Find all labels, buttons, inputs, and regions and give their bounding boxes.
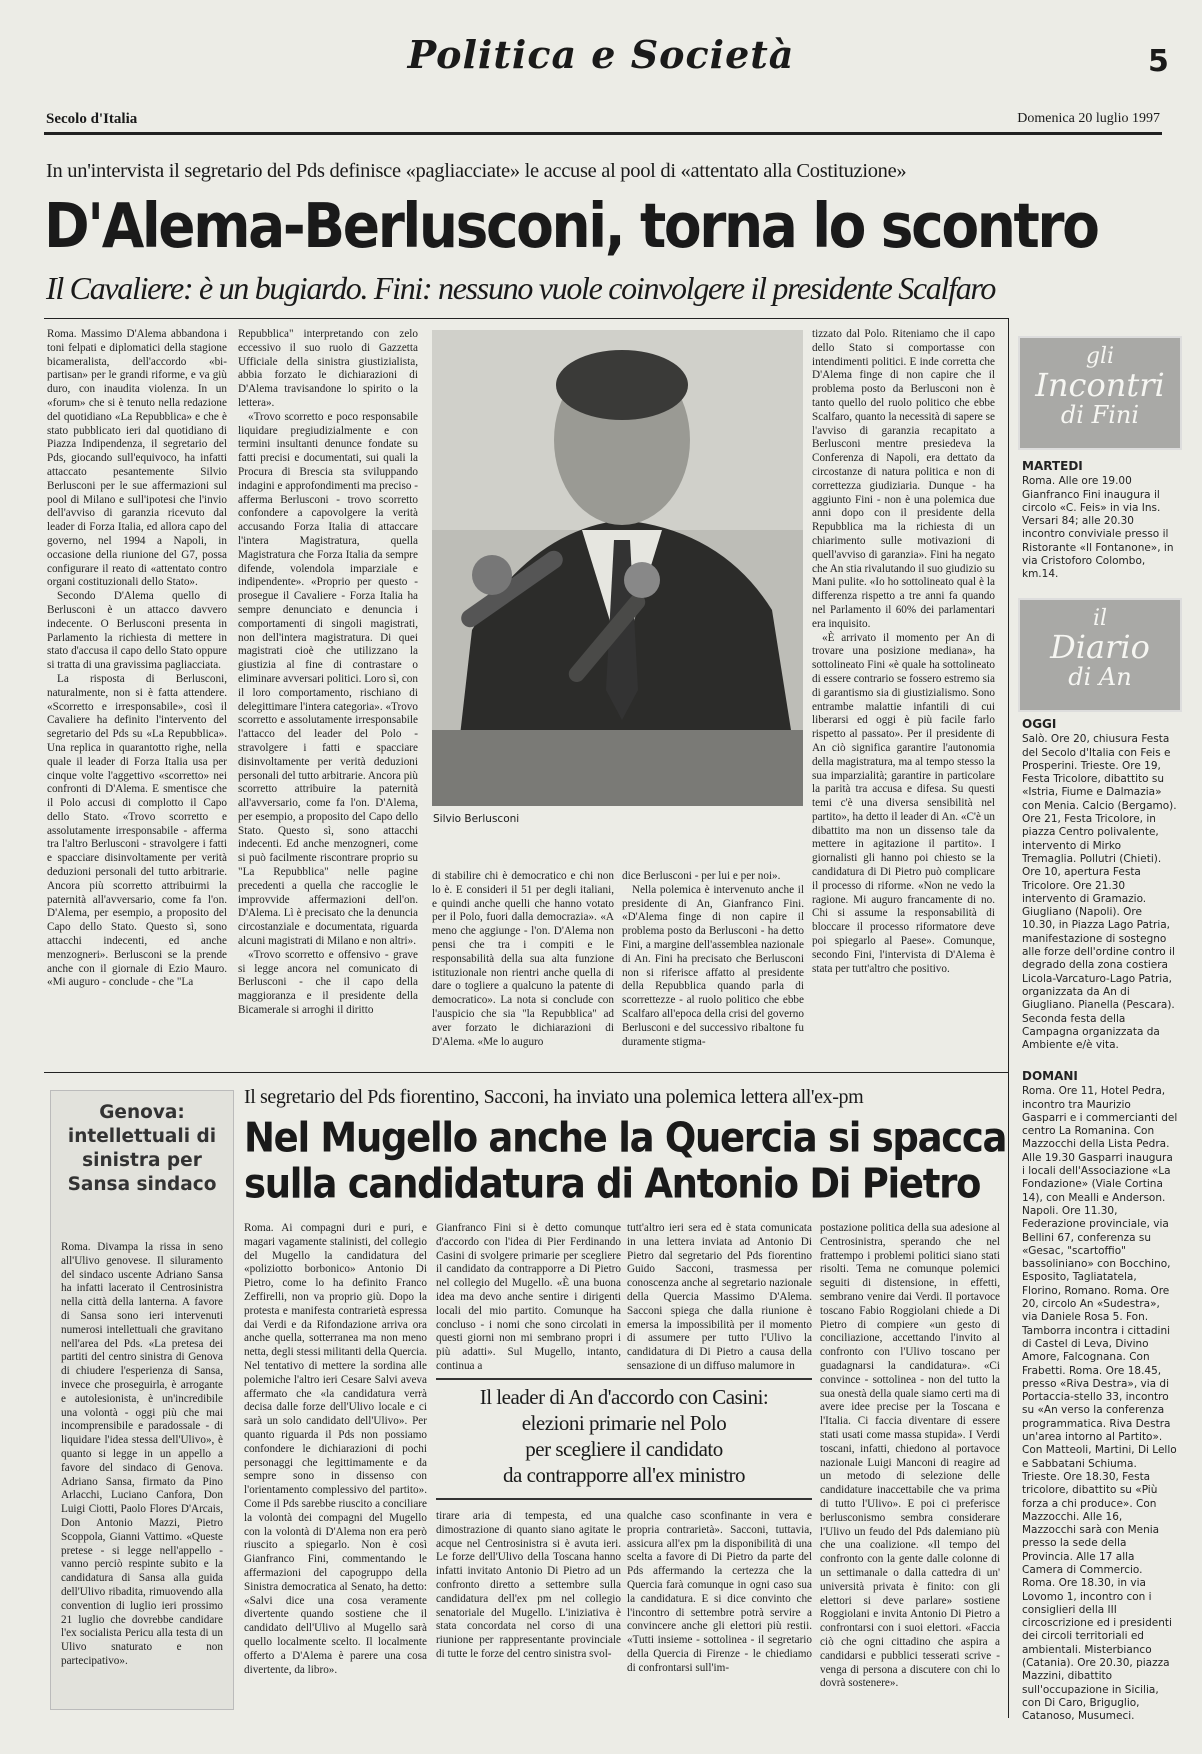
article-text: Roma. Ai compagni duri e puri, e magari vagamente stalinisti, del collegio del Mugello la candidatura del «poliziotto borbonico» Antonio Di Pietro, come lo ha definito Franco Zeffirelli, non va proprio giù. Dopo la protesta e manifesta contrarietà espressa dai Verdi e da Rifondazione arriva ora anche quella, sotterranea ma non meno netta, degli stessi militanti della Quercia. Nel tentativo di mettere la sordina alle polemiche l'altro ieri Cesare Salvi aveva affermato che «la candidatura verrà decisa dalle forze dell'Ulivo locale e ci sarà un solo candidato dell'Ulivo». Per quanto riguarda il Pds non possiamo confondere le dichiarazioni di pochi personaggi che legittimamente e da sempre sono in dissenso con l'orientamento complessivo del partito». Come il Pds sarebbe riuscito a conciliare la volontà dei compagni del Mugello con la volontà di D'Alema non era però riuscito a spiegarlo. Non è così Gianfranco Fini, commentando le affermazioni del capogruppo della Sinistra democratica al Senato, ha detto: «Salvi dice una cosa veramente divertente quando sostiene che il candidato dell'Ulivo al Mugello sarà quello localmente scelto. Il localmente offerto a D'Alema è parere una cosa divertente, da libro». [244, 1222, 427, 1676]
mugello-column-3 [627, 1222, 812, 1372]
page-number: 5 [1148, 44, 1169, 79]
article-text: postazione politica della sua adesione al Centrosinistra, sperando che nel frattempo i problemi politici siano stati risolti. Tema ne comunque polemici seguiti di distensione, in effetti, sembrano venire dai Verdi. Il portavoce toscano Fabio Roggiolani chiede a Di Pietro di compiere «un gesto di conciliazione, accettando l'invito al confronto con l'Ulivo toscano per guadagnarsi la candidatura». «Ci convince - sottolinea - non del tutto la sua onestà della quale siamo certi ma di avere idee precise per la Toscana e l'Italia. Ci faccia diventare di essere stati usati come massa stupida». I Verdi toscani, infatti, chiedono al portavoce nazionale Luigi Manconi di reagire ad un metodo di selezione delle candidature inaccettabile che va prima di tutto l'Ulivo». E poi ci preferisce berlusconismo sembra considerare l'Ulivo un feudo del Pds dalemiano più che una coalizione. «Il tempo del confronto con la gente dalle colonne di un settimanale o dalla cattedra di un' università privata è finito: con gli elettori si deve parlare» sostiene Roggiolani e invita Antonio Di Pietro a confrontarsi con i suoi elettori. «Faccia ciò che ogni cittadino che aspira a candidarsi e pubblici tesserati scrive - venga di persona a discutere con chi lo dovrà sostenere». [820, 1222, 1000, 1690]
article-text: «È arrivato il momento per An di trovare una posizione mediana», ha sottolineato Fini «è quale ha sottolineato di essere contrario se fossero estremo sia di garantismo sia di giustizialismo. Sono entrambe malattie infantili di cui liberarsi ed oggi è più facile farlo rispetto al passato». Per il presidente di An ciò significa garantire l'autonomia della magistratura, ma al tempo stesso la sua imparzialità; garantire in particolare la parità tra accusa e difesa. Su questi temi c'è una diversa sensibilità nel partito», ha detto il leader di An. «C'è un dibattito ma non un dissenso tale da mettere in agitazione il partito». I giornalisti gli hanno poi chiesto se la candidatura di Di Pietro può complicare il processo di riforme. «Non ne vedo la ragione. Mi auguro francamente di no. Chi si assume la responsabilità di bloccare il processo riformatore deve poi spiegarlo al Paese». Comunque, secondo Fini, l'intervista di D'Alema è stata per tutt'altro che positivo. [812, 631, 995, 975]
genova-box [50, 1090, 234, 1710]
lead-headline: D'Alema-Berlusconi, torna lo scontro [44, 190, 1098, 262]
sidebar-martedi [1022, 460, 1178, 600]
martedi-heading: MARTEDI [1022, 459, 1083, 473]
mugello-headline-line-2: sulla candidatura di Antonio Di Pietro [244, 1160, 981, 1208]
article-text: La risposta di Berlusconi, naturalmente, non si è fatta attendere. «Scorretto e irresponsabile», così il Cavaliere ha definito l'intervento del segretario del Pds su «La Repubblica». Una replica in quarantotto righe, nella quale il leader di Forza Italia usa per cinque volte l'aggettivo «scorretto» nei confronti di D'Alema. E smentisce che il Polo accusi di complotto il Capo dello Stato. «Trovo scorretto e assolutamente irresponsabile - afferma tra l'altro Berlusconi - stravolgere i fatti e spacciare disinvoltamente per verità deduzioni personali del tutto arbitrarie. Ancora più scorretto attribuirmi la paternità all'avversario, come fa l'on. D'Alema, per esempio, a proposito del Capo dello Stato. Questo sì, sono attacchi indecenti, ed anche menzogneri». Berlusconi se la prende anche con il giornale di Ezio Mauro. «Mi auguro - conclude - che "La [47, 672, 227, 989]
lead-column-3 [432, 870, 614, 1066]
paper-name: Secolo d'Italia [46, 111, 138, 127]
masthead-rule [44, 132, 1162, 135]
mugello-headline-line-1: Nel Mugello anche la Quercia si spacca [244, 1114, 1007, 1162]
article-text: «Trovo scorretto e poco responsabile liquidare pregiudizialmente e con termini insultanti denunce fondate su fatti precisi e documentati, sui quali la Procura di Brescia sta sviluppando indagini e approfondimenti ma preciso - afferma Berlusconi - trovo scorretto confondere a capovolgere la verità accusando Forza Italia di attaccare l'intera Magistratura, quella Magistratura che Forza Italia da sempre difende, volendola imparziale e indipendente». «Proprio per questo - prosegue il Cavaliere - Forza Italia ha sempre denunciato e denuncia i comportamenti di singoli magistrati, non dell'intera magistratura. Di quei magistrati cioè che utilizzano la giustizia al fine di contrastare o eliminare avversari politici. Loro sì, con il loro comportamento, rischiano di delegittimare l'intera categoria». «Trovo scorretto e assolutamente irresponsabile l'attacco del leader del Polo - stravolgere i fatti e spacciare disinvoltamente per verità deduzioni personali del tutto arbitrarie. Ancora più scorretto attribuire la paternità all'avversario, come fa l'on. D'Alema, per esempio, a proposito del Capo dello Stato. Questo sì, sono attacchi indecenti. Ed anche menzogneri, come si può facilmente riscontrare proprio su "La Repubblica" nelle pagine precedenti a quella che raccoglie le improvvide affermazioni dell'on. D'Alema. Lì è precisato che la denuncia circostanziale e documentata, riguarda alcuni magistrati di Milano e non altri». [238, 410, 418, 948]
section-title [0, 32, 1202, 77]
genova-text [61, 1241, 223, 1701]
article-text: tirare aria di tempesta, ed una dimostrazione di quanto siano agitate le acque nel Centrosinistra si è avuta ieri. Le forze dell'Ulivo della Toscana hanno infatti invitato Antonio Di Pietro ad un confronto diretto a settembre sulla candidatura dell'ex pm nel collegio senatoriale del Mugello. L'iniziativa è stata concordata nel corso di una riunione per rappresentante provinciale di tutte le forze del centro sinistra svol- [436, 1510, 621, 1660]
lower-section-rule [44, 1072, 1008, 1073]
incontri-di-fini-box [1018, 336, 1182, 450]
casini-box-line-2: elezioni primarie nel Polo [521, 1411, 727, 1435]
article-text: dice Berlusconi - per lui e per noi». [622, 870, 781, 882]
section-title-text: Politica e Società [407, 32, 795, 77]
box-line-medium: di An [1068, 663, 1132, 691]
article-text: tizzato dal Polo. Riteniamo che il capo dello Stato si comportasse con intendimenti politici. E inde corretta che D'Alema finge di non capire che il problema posto da Berlusconi non è tanto quello del ruolo politico che ebbe Scalfaro, quanto la necessità di sapere se l'avviso di garanzia recapitato a Berlusconi mentre presiedeva la Conferenza di Napoli, era dettato da circostanze di natura politica e non di correttezza giudiziaria. Dunque - ha aggiunto Fini - non è una polemica due anni dopo con il presidente della Repubblica ma la richiesta di un chiarimento sulle motivazioni di quell'avviso di garanzia». Fini ha negato che An stia rivalutando il suo giudizio su Mani pulite. «Io ho sottolineato qual è la differenza rispetto a tre anni fa quando nel Parlamento il 60% dei parlamentari era inquisito. [812, 328, 996, 630]
mugello-column-1 [244, 1222, 427, 1708]
casini-box-line-1: Il leader di An d'accordo con Casini: [479, 1385, 769, 1409]
lead-column-1 [47, 328, 227, 1066]
lead-column-2 [238, 328, 418, 1066]
article-text: Nella polemica è intervenuto anche il presidente di An, Gianfranco Fini. «D'Alema finge di non capire il problema posto da Berlusconi - ha detto Fini, a margine dell'assemblea nazionale di An. Fini ha precisato che Berlusconi non si riferisce affatto al presidente della Repubblica quando parla di scorrettezze - al ruolo politico che ebbe Scalfaro all'epoca della crisi del governo Berlusconi e del successivo ribaltone fu duramente stigma- [622, 883, 804, 1048]
lead-subhead: Il Cavaliere: è un bugiardo. Fini: nessuno vuole coinvolgere il presidente Scalfaro [46, 270, 996, 306]
oggi-heading: OGGI [1022, 717, 1057, 731]
box-line-small: il [1092, 606, 1108, 631]
article-text: qualche caso sconfinante in vera e propria contrarietà». Sacconi, tuttavia, assicura all'ex pm la disponibilità di una scelta a favore di Di Pietro da parte del Pds affermando la certezza che la Quercia farà comunque in ogni caso sua la candidatura. E si dice convinto che l'incontro di settembre potrà servire a convincere anche gli elettori più restii. «Tutti insieme - sottolinea - il segretario della Quercia di Firenze - le chiediamo di confrontarsi sull'im- [627, 1510, 812, 1674]
article-text: tutt'altro ieri sera ed è stata comunicata in una lettera inviata ad Antonio Di Pietro dal segretario del Pds fiorentino Guido Sacconi, trasmessa per conoscenza anche al segretario nazionale della Quercia Massimo D'Alema. Sacconi spiega che dalla riunione è emersa la impossibilità per il momento di assumere per tutto l'Ulivo la candidatura di Di Pietro a causa della sensazione di un diffuso malumore in [627, 1222, 812, 1372]
berlusconi-photo [432, 330, 803, 806]
martedi-text: Roma. Alle ore 19.00 Gianfranco Fini inaugura il circolo «C. Feis» in via Ins. Versari 84; alle 20.30 incontro conviviale presso il Ristorante «Il Fontanone», in via Cristoforo Colombo, km.14. [1022, 475, 1174, 581]
article-text: di stabilire chi è democratico e chi non lo è. E consideri il 51 per degli italiani, e quindi anche quelli che hanno votato per il Polo, fuori dalla democrazia». «A meno che aggiunge - l'on. D'Alema non pensi che tra i compiti e le responsabilità della sua alta funzione istituzionale non rientri anche quella di dare o togliere a qualcuno la patente di democratico». La nota si conclude con l'auspicio che sia "la Repubblica" ad aver forzato le dichiarazioni di D'Alema. «Me lo auguro [432, 870, 614, 1048]
box-line-medium: di Fini [1060, 401, 1140, 429]
portrait-illustration [432, 330, 803, 806]
mugello-column-4 [820, 1222, 1000, 1708]
box-line-large: Incontri [1035, 366, 1165, 404]
photo-caption: Silvio Berlusconi [433, 813, 520, 825]
lead-column-5 [812, 328, 995, 1066]
mugello-column-2 [436, 1222, 621, 1372]
article-text: Roma. Divampa la rissa in seno all'Ulivo genovese. Il siluramento del sindaco uscente Adriano Sansa ha infatti lacerato il Centrosinistra nella città della lanterna. A favore di Sansa sono ieri intervenuti numerosi intellettuali che gravitano nell'area del Pds. «La pretesa dei partiti del centro sinistra di Genova di chiudere l'esperienza di Sansa, invece che proseguirla, è arrogante e autolesionista, è un'incredibile una volontà - oggi più che mai incomprensibile e paradossale - di liquidare l'idea stessa dell'Ulivo», è quanto si legge in un appello a favore del sindaco di Genova. Adriano Sansa, firmato da Pino Arlacchi, Luciano Canfora, Don Luigi Ciotti, Paolo Flores D'Arcais, Don Antonio Mazzi, Pietro Scoppola, Gianni Vattimo. «Queste pretese - si legge nell'appello - vanno perciò respinte subito e la candidatura di Sansa alla guida dell'Ulivo ribadita, rimuovendo alla convention di luglio ieri prossimo 21 luglio che dovrebbe candidare l'ex socialista Pericu alla testa di un Ulivo snaturato e non partecipativo». [61, 1241, 223, 1667]
diario-di-an-box [1018, 598, 1182, 712]
sidebar-oggi [1022, 717, 1178, 1052]
lead-column-4 [622, 870, 804, 1066]
casini-box-line-4: da contrapporre all'ex ministro [503, 1463, 745, 1487]
casini-box [436, 1378, 812, 1500]
mugello-kicker: Il segretario del Pds fiorentino, Sacconi, ha inviato una polemica lettera all'ex-pm [244, 1086, 864, 1108]
lead-rule [44, 318, 1008, 319]
casini-box-line-3: per scegliere il candidato [525, 1437, 723, 1461]
article-text: Roma. Massimo D'Alema abbandona i toni felpati e diplomatici della stagione bicameralista, dell'accordo «bi-partisan» per le grandi riforme, e va giù duro, con inaudita violenza. In un «forum» che si è tenuto nella redazione del quotidiano «La Repubblica» e che è stato pubblicato ieri dal quotidiano di Piazza Indipendenza, il segretario del Pds, giocando sull'equivoco, ha infatti attaccato pesantemente Silvio Berlusconi per le sue affermazioni sul pool di Milano e sull'ipotesi che l'invio dell'avviso di garanzia ricevuto dal leader di Forza Italia, ed allora capo del governo, nel 1994 a Napoli, in occasione della riunione del G7, possa configurare il reato di «attentato contro organi costituzionali dello Stato». [47, 328, 227, 589]
sidebar-divider [1008, 318, 1009, 1718]
sidebar-domani [1022, 1069, 1178, 1723]
box-line-small: gli [1085, 344, 1115, 369]
mugello-column-3b [627, 1510, 812, 1708]
article-text: Secondo D'Alema quello di Berlusconi è un attacco davvero indecente. O Berlusconi presenta in Parlamento la richiesta di mettere in stato d'accusa il capo dello Stato oppure si tratta di una gravissima pagliacciata. [47, 590, 227, 672]
article-text: Repubblica" interpretando con zelo eccessivo il suo ruolo di Gazzetta Ufficiale della sinistra giustizialista, abbia forzato le dichiarazioni di D'Alema travisandone lo spirito o la lettera». [238, 328, 418, 409]
domani-text: Roma. Ore 11, Hotel Pedra, incontro tra Maurizio Gasparri e i commercianti del centro La Romanina. Con Mazzocchi della Lista Pedra. Alle 19.30 Gasparri inaugura i locali dell'Associazione «La Fondazione» (Viale Cortina 14), con Mealli e Anderson. Napoli. Ore 11.30, Federazione provinciale, via Bellini 67, conferenza su «Gesac, "scartoffio" bassoliniano» con Bocchino, Esposito, Tagliatatela, Florino, Romano. Roma. Ore 20, circolo An «Sudestra», via Daniele Rosa 5. Fon. Tamborra incontra i cittadini di Castel di Leva, Divino Amore, Falcognana. Con Frabetti. Roma. Ore 18.45, presso «Riva Destra», via di Portaccia-stello 33, incontro su «An verso la conferenza programmatica. Riva Destra un'area intorno al Partito». Con Matteoli, Martini, Di Lello e Sabbatani Schiuma. Trieste. Ore 18.30, Festa tricolore, dibattito su «Più forza a chi produce». Con Mazzocchi. Alle 16, Mazzocchi sarà con Menia presso la sede della Provincia. Alle 17 alla Camera di Commercio. Roma. Ore 18.30, in via Lovomo 1, incontro con i consiglieri della III circoscrizione ed i presidenti dei circoli territoriali ed ambientali. Misterbianco (Catania). Ore 20.30, piazza Mazzini, dibattito sull'occupazione in Sicilia, con Di Caro, Briguglio, Catanoso, Musumeci. [1022, 1085, 1178, 1723]
genova-title: Genova: intellettuali di sinistra per Sansa sindaco [67, 1102, 217, 1195]
article-text: «Trovo scorretto e offensivo - grave si legge ancora nel comunicato di Berlusconi - che il capo della maggioranza e il presidente della Bicamerale si arroghi il diritto [238, 948, 418, 1017]
mugello-column-2b [436, 1510, 621, 1708]
issue-date: Domenica 20 luglio 1997 [1017, 111, 1160, 126]
article-text: Gianfranco Fini si è detto comunque d'accordo con l'idea di Pier Ferdinando Casini di svolgere primarie per scegliere il candidato da contrapporre a Di Pietro nel collegio del Mugello. «È una buona idea ma devo anche sentire i dirigenti locali del mio partito. Comunque ha concluso - i nomi che sono circolati in questi giorni non mi sembrano propri i più adatti». Sul Mugello, intanto, continua a [436, 1222, 621, 1372]
box-line-large: Diario [1050, 628, 1150, 666]
lead-kicker: In un'intervista il segretario del Pds definisce «pagliacciate» le accuse al pool di «attentato alla Costituzione» [46, 160, 907, 182]
oggi-text: Salò. Ore 20, chiusura Festa del Secolo d'Italia con Feis e Prosperini. Trieste. Ore 19, Festa Tricolore, dibattito su «Istria, Fiume e Dalmazia» con Menia. Calcio (Bergamo). Ore 21, Festa Tricolore, in piazza Centro polivalente, intervento di Mirko Tremaglia. Pollutri (Chieti). Ore 10, apertura Festa Tricolore. Ore 21.30 intervento di Gramazio. Giugliano (Napoli). Ore 10.30, in Piazza Lago Patria, manifestazione di sostegno alle forze dell'ordine contro il degrado della zona costiera Licola-Varcaturo-Lago Patria, organizzata da An di Giugliano. Pianella (Pescara). Seconda festa della Campagna organizzata da Ambiente e/è vita. [1022, 733, 1177, 1052]
domani-heading: DOMANI [1022, 1069, 1078, 1083]
